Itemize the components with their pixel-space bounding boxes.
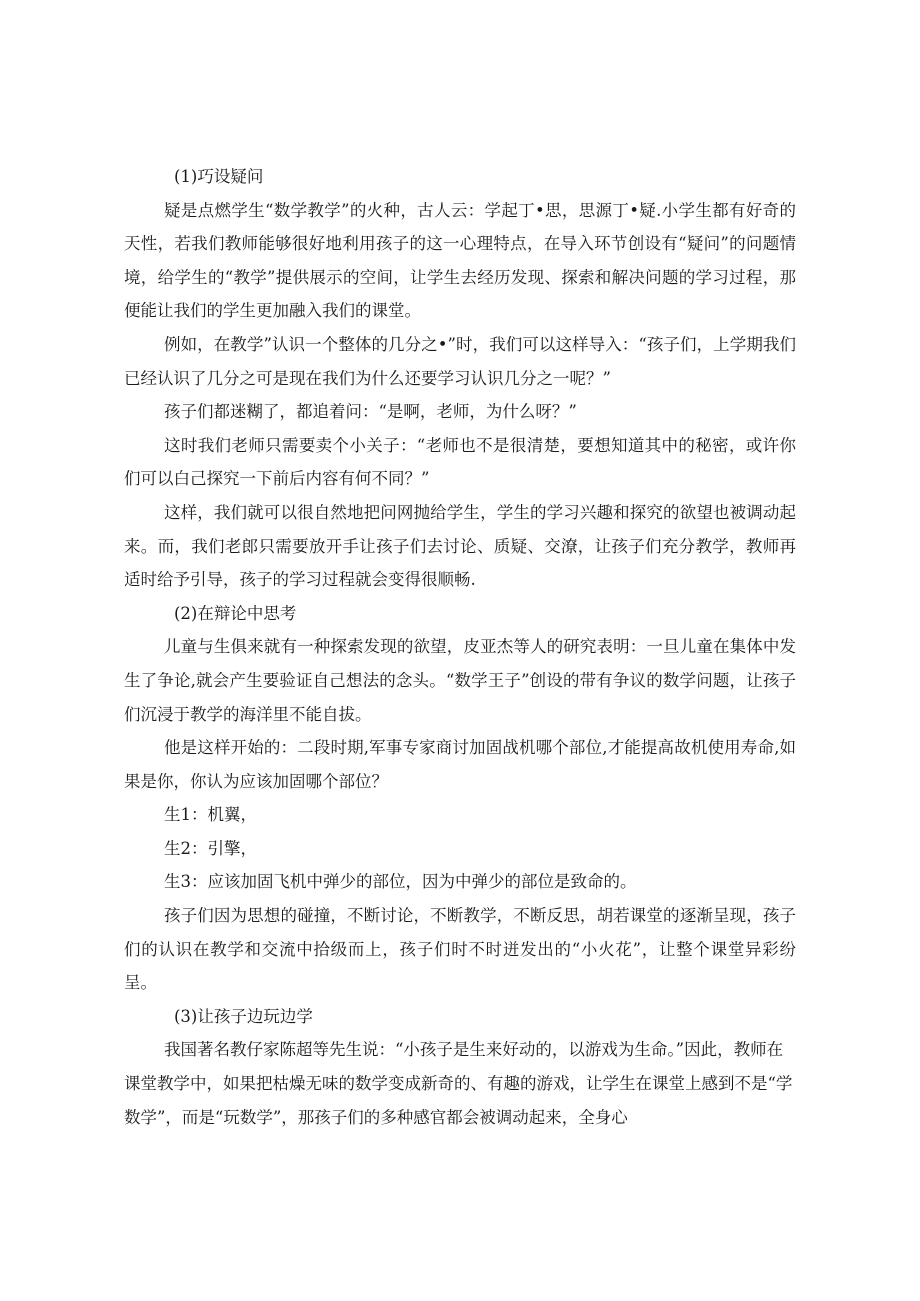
document-body bbox=[124, 160, 796, 1134]
paragraph: 例如，在教学”认识一个整体的几分之•”时，我们可以这样导入：“孩子们，上学期我们已经认识了几分之可是现在我们为什么还要学习认识几分之一呢？” bbox=[124, 334, 796, 388]
paragraph: 生3：应该加固飞机中弹少的部位，因为中弹少的部位是致命的。 bbox=[164, 872, 637, 892]
paragraph: 生2：引擎， bbox=[164, 838, 257, 858]
paragraph: 这时我们老师只需要卖个小关子：“老师也不是很清楚，要想知道其中的秘密，或许你们可以白己探究一下前后内容有何不同？” bbox=[124, 435, 796, 489]
paragraph: 孩子们都迷糊了，都追着问：“是啊，老师，为什么呀？” bbox=[164, 402, 577, 422]
paragraph: 我国著名教仔家陈超等先生说：“小孩子是生来好动的，以游戏为生命。”因此，教师在课堂教学中，如果把枯燥无味的数学变成新奇的、有趣的游戏，让学生在课堂上感到不是“学数学”，而是“玩数学”，那孩子们的多种感官都会被调动起来，全身心 bbox=[124, 1040, 793, 1127]
paragraph: 生1：机翼， bbox=[164, 805, 257, 825]
paragraph: 疑是点燃学生“数学教学”的火种，古人云：学起丁•思，思源丁•疑.小学生都有好奇的天性，若我们教师能够很好地利用孩子的这一心理特点，在导入环节创设有“疑问”的问题情境，给学生的“教学”提供展示的空间，让学生去经历发现、探索和解决问题的学习过程，那便能让我们的学生更加融入我们的课堂。 bbox=[124, 200, 796, 321]
section-heading-3: (3)让孩子边玩边学 bbox=[174, 1006, 313, 1026]
paragraph: 这样，我们就可以很自然地把问网抛给学生，学生的学习兴趣和探究的欲望也被调动起来。而，我们老郎只需要放开手让孩子们去讨论、质疑、交潦，让孩子们充分教学，教师再适时给予引导，孩子的学习过程就会变得很顺畅. bbox=[124, 502, 796, 590]
paragraph: 孩子们因为思想的碰撞，不断讨论，不断教学，不断反思，胡若课堂的逐渐呈现，孩子们的认识在教学和交流中拾级而上，孩子们时不时迸发出的“小火花”，让整个课堂异彩纷呈。 bbox=[124, 906, 796, 993]
section-heading-2: (2)在辩论中思考 bbox=[174, 603, 297, 623]
section-heading-1: (1)巧设疑问 bbox=[174, 167, 264, 186]
paragraph: 他是这样开始的：二段时期,军事专家商讨加固战机哪个部位,才能提高故机使用寿命,如果是你，你认为应该加固哪个部位？ bbox=[124, 738, 796, 791]
paragraph: 儿童与生俱来就有一种探索发现的欲望，皮亚杰等人的研究表明：一旦儿童在集体中发生了争论,就会产生要验证自己想法的念头。“数学王子”创设的带有争议的数学问题，让孩子们沉浸于教学的海洋里不能自拔。 bbox=[124, 637, 796, 724]
